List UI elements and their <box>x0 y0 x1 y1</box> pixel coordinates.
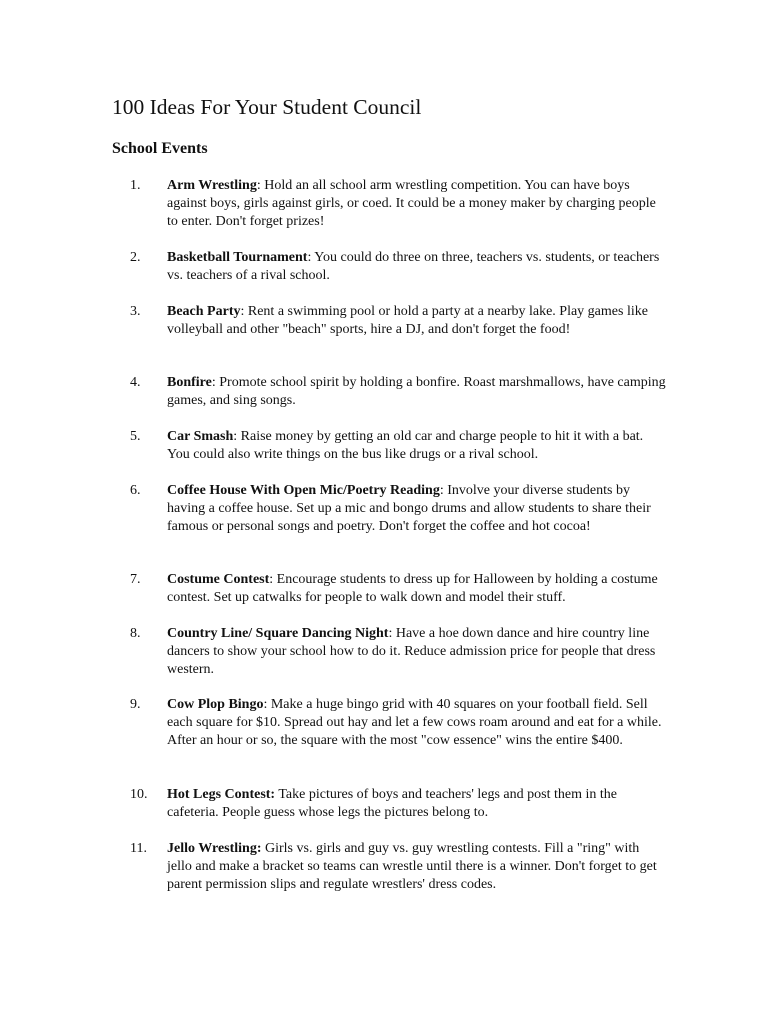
item-text <box>167 840 667 894</box>
item-number: 6. <box>130 483 141 498</box>
idea-separator: : <box>240 304 245 319</box>
item-number: 2. <box>130 250 141 265</box>
item-number: 9. <box>130 697 141 712</box>
idea-name: Cow Plop Bingo <box>167 697 264 712</box>
item-text <box>167 303 667 339</box>
item-text <box>167 786 667 822</box>
idea-name: Car Smash <box>167 429 234 444</box>
item-text <box>167 249 667 285</box>
idea-separator: : <box>269 572 274 587</box>
item-number: 8. <box>130 626 141 641</box>
idea-separator: : <box>256 178 261 193</box>
idea-name: Coffee House With Open Mic/Poetry Reading <box>167 483 440 498</box>
idea-separator: : <box>388 626 393 641</box>
idea-name: Hot Legs Contest: <box>167 787 276 802</box>
idea-name: Costume Contest <box>167 572 270 587</box>
item-text <box>167 177 667 231</box>
idea-name: Country Line/ Square Dancing Night <box>167 626 389 641</box>
idea-name: Beach Party <box>167 304 241 319</box>
idea-description: Girls vs. girls and guy vs. guy wrestling contests. Fill a "ring" with jello and make a bracket so teams can wrestle until there is a winner. Don't forget to get parent permission slips and regulate wrestlers' dress codes. <box>167 841 657 892</box>
idea-separator: : <box>211 375 216 390</box>
idea-description: Take pictures of boys and teachers' legs and post them in the cafeteria. People guess whose legs the pictures belong to. <box>167 787 617 820</box>
item-text <box>167 482 667 536</box>
item-text <box>167 374 667 410</box>
item-number: 7. <box>130 572 141 587</box>
item-text <box>167 696 667 750</box>
item-text <box>167 571 667 607</box>
item-number: 5. <box>130 429 141 444</box>
idea-name: Basketball Tournament <box>167 250 308 265</box>
idea-name: Bonfire <box>167 375 212 390</box>
idea-separator: : <box>263 697 268 712</box>
idea-description: You could do three on three, teachers vs. students, or teachers vs. teachers of a rival school. <box>167 250 660 283</box>
item-number: 1. <box>130 178 141 193</box>
idea-separator: : <box>307 250 312 265</box>
item-text <box>167 625 667 679</box>
idea-name: Jello Wrestling: <box>167 841 262 856</box>
idea-description: Make a huge bingo grid with 40 squares on your football field. Sell each square for $10. Spread out hay and let a few cows roam around and eat for a while. After an hour or so, the square with the most "cow essence" wins the entire $400. <box>167 697 662 748</box>
idea-separator: : <box>439 483 444 498</box>
document-title: 100 Ideas For Your Student Council <box>112 95 422 119</box>
idea-description: Encourage students to dress up for Halloween by holding a costume contest. Set up catwalks for people to walk down and model their stuff. <box>167 572 658 605</box>
idea-description: Have a hoe down dance and hire country line dancers to show your school how to do it. Reduce admission price for people that dress western. <box>167 626 656 677</box>
item-number: 10. <box>130 787 148 802</box>
idea-description: Rent a swimming pool or hold a party at a nearby lake. Play games like volleyball and other "beach" sports, hire a DJ, and don't forget the food! <box>167 304 648 337</box>
item-number: 11. <box>130 841 147 856</box>
item-number: 3. <box>130 304 141 319</box>
idea-description: Promote school spirit by holding a bonfire. Roast marshmallows, have camping games, and sing songs. <box>167 375 666 408</box>
item-number: 4. <box>130 375 141 390</box>
idea-separator: : <box>233 429 238 444</box>
item-text <box>167 428 667 464</box>
section-heading: School Events <box>112 140 208 157</box>
idea-description: Involve your diverse students by having a coffee house. Set up a mic and bongo drums and allow students to share their famous or personal songs and poetry. Don't forget the coffee and hot cocoa! <box>167 483 651 534</box>
idea-name: Arm Wrestling <box>167 178 257 193</box>
idea-description: Raise money by getting an old car and charge people to hit it with a bat. You could also write things on the bus like drugs or a rival school. <box>167 429 644 462</box>
idea-description: Hold an all school arm wrestling competition. You can have boys against boys, girls against girls, or coed. It could be a money maker by charging people to enter. Don't forget prizes! <box>167 178 656 229</box>
